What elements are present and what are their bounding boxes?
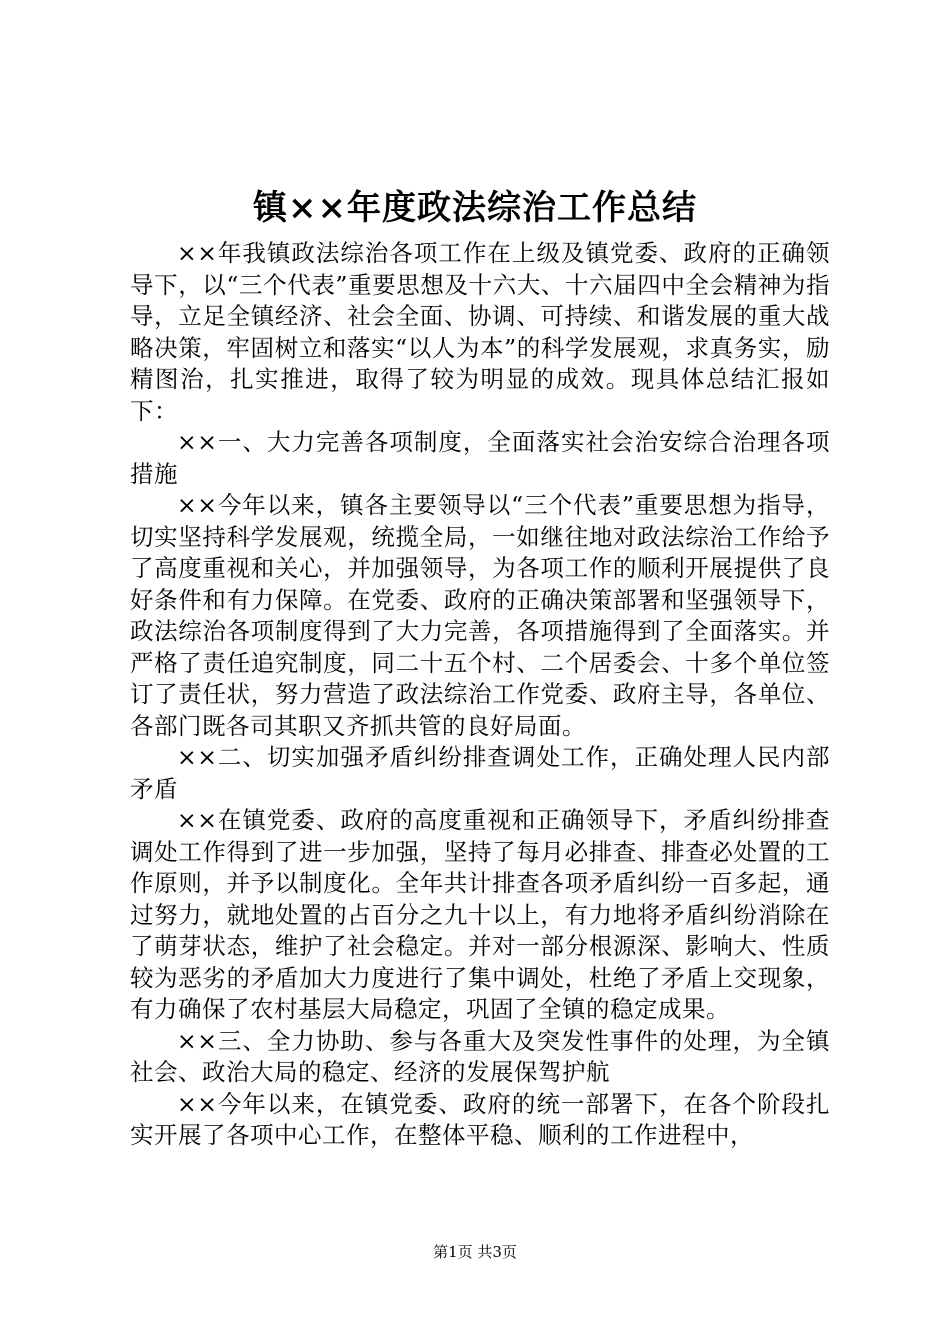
paragraph-intro: ××年我镇政法综治各项工作在上级及镇党委、政府的正确领导下，以“三个代表”重要思想及十六大、十六届四中全会精神为指导，立足全镇经济、社会全面、协调、可持续、和谐发展的重大战略决策，牢固树立和落实“以人为本”的科学发展观，求真务实，励精图治，扎实推进，取得了较为明显的成效。现具体总结汇报如下： xyxy=(130,239,830,425)
page-footer: 第1页 共3页 xyxy=(433,1243,517,1261)
document-title: 镇××年度政法综治工作总结 xyxy=(253,188,697,228)
paragraph-section-1: ××今年以来，镇各主要领导以“三个代表”重要思想为指导，切实坚持科学发展观，统揽全局，一如继往地对政法综治工作给予了高度重视和关心，并加强领导，为各项工作的顺利开展提供了良好条件和有力保障。在党委、政府的正确决策部署和坚强领导下，政法综治各项制度得到了大力完善，各项措施得到了全面落实。并严格了责任追究制度，同二十五个村、二个居委会、十多个单位签订了责任状，努力营造了政法综治工作党委、政府主导，各单位、各部门既各司其职又齐抓共管的良好局面。 xyxy=(130,491,830,740)
document-body xyxy=(130,238,830,1152)
paragraph-section-2: ××在镇党委、政府的高度重视和正确领导下，矛盾纠纷排查调处工作得到了进一步加强，坚持了每月必排查、排查必处置的工作原则，并予以制度化。全年共计排查各项矛盾纠纷一百多起，通过努力，就地处置的占百分之九十以上，有力地将矛盾纠纷消除在了萌芽状态，维护了社会稳定。并对一部分根源深、影响大、性质较为恶劣的矛盾加大力度进行了集中调处，杜绝了矛盾上交现象，有力确保了农村基层大局稳定，巩固了全镇的稳定成果。 xyxy=(130,806,830,1023)
section-heading-2: ××二、切实加强矛盾纠纷排查调处工作，正确处理人民内部矛盾 xyxy=(130,743,830,803)
section-heading-1: ××一、大力完善各项制度，全面落实社会治安综合治理各项措施 xyxy=(130,428,830,488)
section-heading-3: ××三、全力协助、参与各重大及突发性事件的处理，为全镇社会、政治大局的稳定、经济的发展保驾护航 xyxy=(130,1026,830,1086)
paragraph-section-3: ××今年以来，在镇党委、政府的统一部署下，在各个阶段扎实开展了各项中心工作，在整体平稳、顺利的工作进程中， xyxy=(130,1089,830,1149)
